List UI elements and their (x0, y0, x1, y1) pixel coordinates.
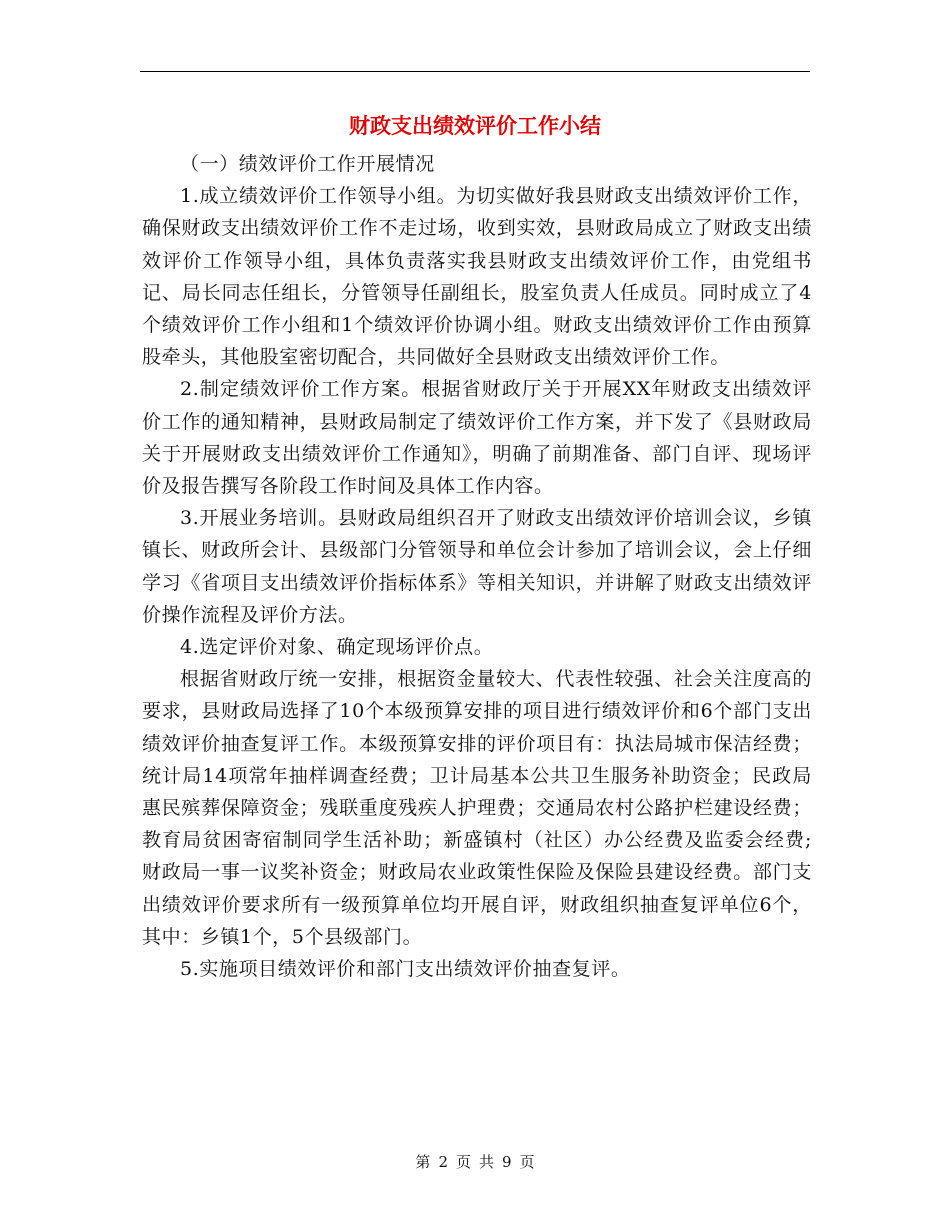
page-footer (0, 1152, 950, 1172)
paragraph-leading-group: 1.成立绩效评价工作领导小组。为切实做好我县财政支出绩效评价工作，确保财政支出绩效评价工作不走过场，收到实效，县财政局成立了财政支出绩效评价工作领导小组，具体负责落实我县财政支出绩效评价工作，由党组书记、局长同志任组长，分管领导任副组长，股室负责人任成员。同时成立了4个绩效评价工作小组和1个绩效评价协调小组。财政支出绩效评价工作由预算股牵头，其他股室密切配合，共同做好全县财政支出绩效评价工作。 (142, 185, 812, 369)
footer-current-page: 2 (438, 1153, 448, 1171)
document-title: 财政支出绩效评价工作小结 (349, 113, 601, 138)
footer-total-pages: 9 (502, 1153, 512, 1171)
paragraph-training: 3.开展业务培训。县财政局组织召开了财政支出绩效评价培训会议，乡镇镇长、财政所会计、县级部门分管领导和单位会计参加了培训会议，会上仔细学习《省项目支出绩效评价指标体系》等相关知识，并讲解了财政支出绩效评价操作流程及评价方法。 (142, 507, 812, 626)
document-body (142, 148, 812, 985)
paragraph-project-list: 根据省财政厅统一安排，根据资金量较大、代表性较强、社会关注度高的要求，县财政局选择了10个本级预算安排的项目进行绩效评价和6个部门支出绩效评价抽查复评工作。本级预算安排的评价项目有：执法局城市保洁经费；统计局14项常年抽样调查经费；卫计局基本公共卫生服务补助资金；民政局惠民殡葬保障资金；残联重度残疾人护理费；交通局农村公路护栏建设经费；教育局贫困寄宿制同学生活补助；新盛镇村（社区）办公经费及监委会经费;财政局一事一议奖补资金；财政局农业政策性保险及保险县建设经费。部门支出绩效评价要求所有一级预算单位均开展自评，财政组织抽查复评单位6个，其中：乡镇1个，5个县级部门。 (142, 668, 812, 948)
paragraph-work-plan: 2.制定绩效评价工作方案。根据省财政厅关于开展XX年财政支出绩效评价工作的通知精神，县财政局制定了绩效评价工作方案，并下发了《县财政局关于开展财政支出绩效评价工作通知》，明确了前期准备、部门自评、现场评价及报告撰写各阶段工作时间及具体工作内容。 (142, 378, 812, 498)
footer-total-prefix: 共 (479, 1153, 495, 1171)
header-rule (140, 71, 810, 72)
footer-page-word: 页 (455, 1153, 471, 1171)
paragraph-select-targets: 4.选定评价对象、确定现场评价点。 (180, 636, 494, 659)
footer-prefix: 第 (415, 1153, 431, 1171)
footer-suffix: 页 (519, 1153, 535, 1171)
paragraph-implement: 5.实施项目绩效评价和部门支出绩效评价抽查复评。 (180, 958, 631, 981)
section-heading: （一）绩效评价工作开展情况 (180, 153, 435, 175)
